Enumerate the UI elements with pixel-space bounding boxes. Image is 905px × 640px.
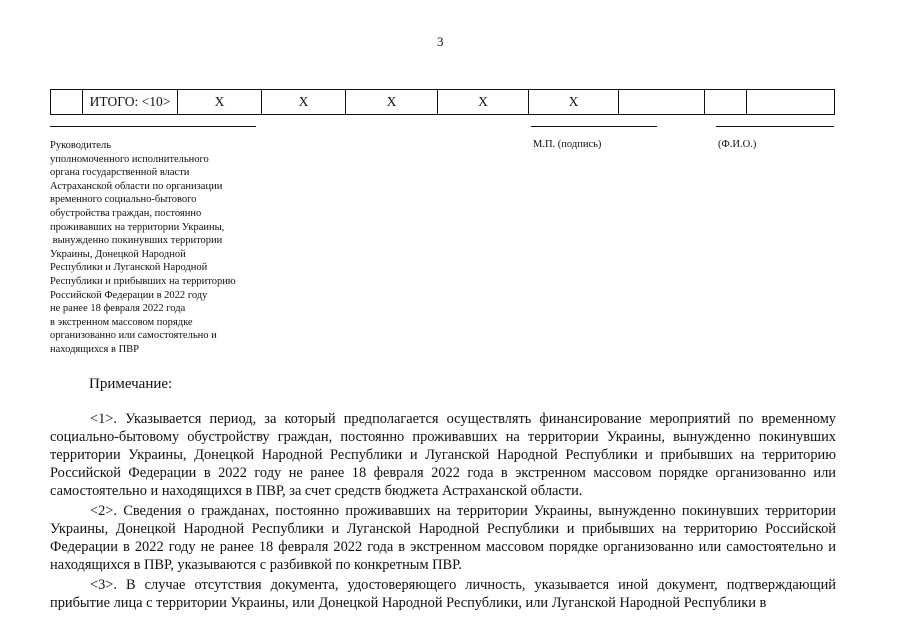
head-line: Руководитель: [50, 140, 111, 151]
head-line: обустройства граждан, постоянно: [50, 207, 202, 219]
head-line: Украины, Донецкой Народной: [50, 248, 186, 260]
head-line: организованно или самостоятельно и: [50, 330, 217, 342]
note-paragraph-1: <1>. Указывается период, за который предполагается осуществлять финансирование мероприятий по временному социально-бытовому обустройству граждан, постоянно проживавших на территории Украины, вынужденно покинувших территории Украины, Донецкой Народной Республики и Луганской Народной Республики и прибывших на территорию Российской Федерации в 2022 году не ранее 18 февраля 2022 года в экстренном массовом порядке организованно или самостоятельно и находящихся в ПВР, за счет средств бюджета Астраханской области.: [50, 411, 836, 499]
table-cell: X: [438, 90, 529, 115]
table-cell: X: [178, 90, 262, 115]
notes-body: [50, 410, 836, 614]
head-line: не ранее 18 февраля 2022 года: [50, 303, 186, 315]
head-line: вынужденно покинувших территории: [50, 235, 223, 247]
head-line: Республики и прибывших на территорию: [50, 275, 236, 287]
head-line: находящихся в ПВР: [50, 343, 140, 355]
table-cell: X: [346, 90, 438, 115]
total-label-cell: ИТОГО: <10>: [83, 90, 178, 115]
note-paragraph-2: <2>. Сведения о гражданах, постоянно проживавших на территории Украины, вынужденно покинувших территории Украины, Донецкой Народной Республики и Луганской Народной Республики и прибывших на территорию Российской Федерации в 2022 году не ранее 18 февраля 2022 года в экстренном массовом порядке организованно или самостоятельно и находящихся в ПВР, указываются с разбивкой по конкретным ПВР.: [50, 503, 836, 573]
head-line: Астраханской области по организации: [50, 180, 223, 192]
page-number: 3: [437, 34, 444, 49]
signature-line-sign: [531, 126, 657, 127]
head-line: Российской Федерации в 2022 году: [50, 289, 208, 301]
table-cell: [51, 90, 83, 115]
head-line: в экстренном массовом порядке: [50, 316, 193, 328]
note-paragraph-3: <3>. В случае отсутствия документа, удостоверяющего личность, указывается иной документ, подтверждающий прибытие лица с территории Украины, или Донецкой Народной Республики, или Луганской Народной Республики в: [50, 577, 836, 611]
table-cell: [619, 90, 705, 115]
signature-line-name: [716, 126, 834, 127]
stamp-signature-label: М.П. (подпись): [533, 139, 602, 150]
notes-title: Примечание:: [89, 376, 173, 392]
head-line: уполномоченного исполнительного: [50, 153, 209, 165]
head-line: временного социально-бытового: [50, 194, 197, 206]
table-cell: X: [262, 90, 346, 115]
totals-table: [50, 89, 835, 115]
signature-line-head: [50, 126, 256, 127]
table-cell: [747, 90, 835, 115]
table-row-total: [51, 90, 835, 115]
full-name-label: (Ф.И.О.): [718, 139, 757, 150]
head-line: проживавших на территории Украины,: [50, 221, 225, 233]
table-cell: [705, 90, 747, 115]
table-cell: X: [529, 90, 619, 115]
head-line: органа государственной власти: [50, 167, 190, 179]
head-line: Республики и Луганской Народной: [50, 262, 208, 274]
head-position-block: [50, 139, 300, 357]
